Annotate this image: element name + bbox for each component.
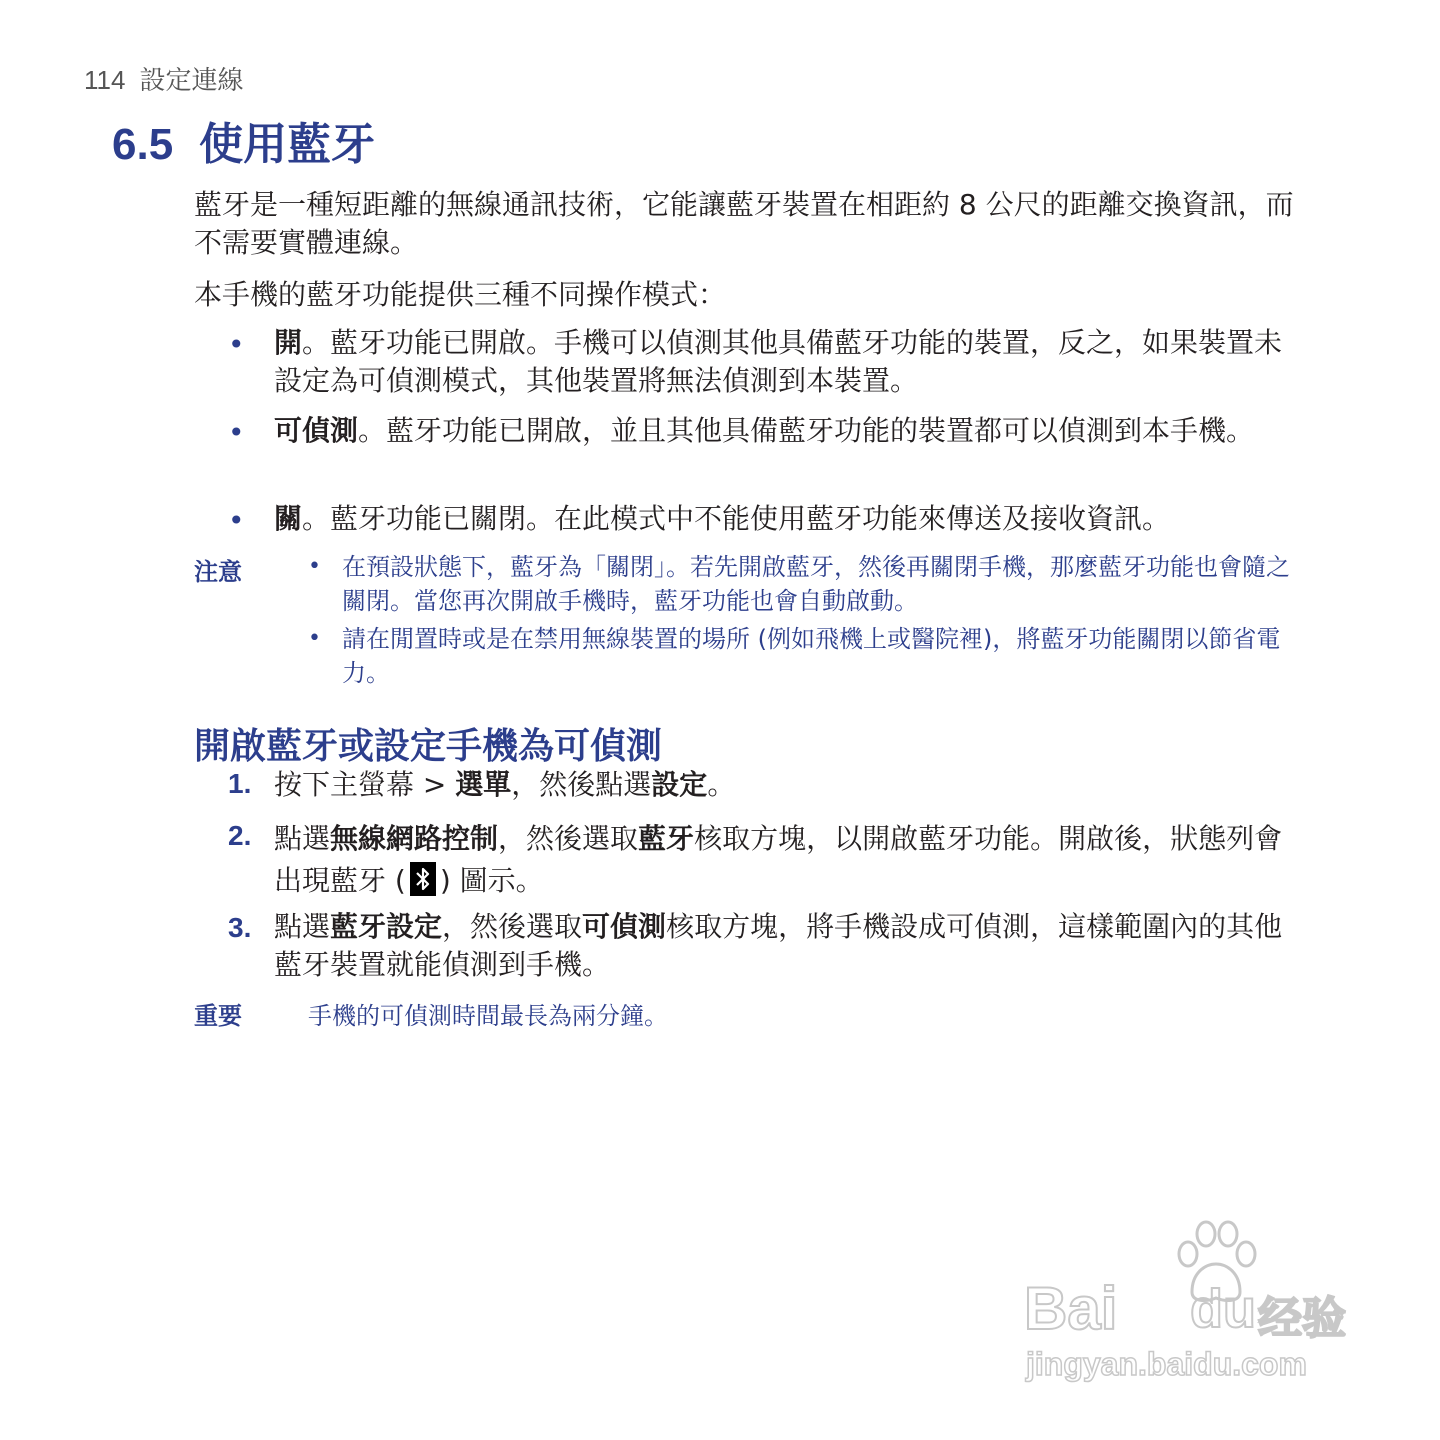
important-label: 重要 bbox=[194, 1002, 242, 1030]
step-number: 3. bbox=[228, 912, 252, 943]
step-text: ，然後選取 bbox=[442, 910, 583, 943]
bullet: • bbox=[228, 504, 245, 537]
step-text: 點選 bbox=[274, 910, 331, 943]
step-text: ) 圖示。 bbox=[439, 864, 544, 897]
section-name: 設定連線 bbox=[139, 66, 244, 96]
wireless-control-term: 無線網路控制 bbox=[330, 822, 499, 855]
menu-term: 選單 bbox=[455, 768, 512, 801]
step-3 bbox=[274, 908, 1306, 984]
mode-term: 關 bbox=[274, 502, 303, 535]
note-bullet: • bbox=[308, 554, 321, 579]
step-text: 核取方塊，將手機設成可偵測，這樣範圍內的其他藍牙裝置就能偵測到手機。 bbox=[274, 910, 1283, 981]
step-1 bbox=[274, 766, 1306, 804]
modes-intro: 本手機的藍牙功能提供三種不同操作模式： bbox=[194, 278, 727, 311]
title-text: 使用藍牙 bbox=[199, 119, 376, 170]
note-item: 在預設狀態下，藍牙為「關閉」。若先開啟藍牙，然後再關閉手機，那麼藍牙功能也會隨之關閉。當您再次開啟手機時，藍牙功能也會自動啟動。 bbox=[342, 553, 1290, 615]
bluetooth-term: 藍牙 bbox=[638, 822, 695, 855]
mode-item bbox=[274, 412, 1306, 450]
watermark-brand-du: du bbox=[1190, 1279, 1256, 1339]
bullet: • bbox=[228, 328, 245, 361]
note-label: 注意 bbox=[194, 558, 242, 586]
bluetooth-settings-term: 藍牙設定 bbox=[330, 910, 443, 943]
watermark-jingyan: 经验 bbox=[1258, 1294, 1346, 1343]
section-number: 6.5 bbox=[112, 120, 174, 169]
bluetooth-icon bbox=[410, 862, 436, 896]
note-item: 請在閒置時或是在禁用無線裝置的場所 (例如飛機上或醫院裡)，將藍牙功能關閉以節省電力。 bbox=[342, 625, 1281, 687]
step-number: 2. bbox=[228, 820, 252, 851]
step-text: ，然後點選 bbox=[511, 768, 652, 801]
step-text: 。 bbox=[707, 768, 736, 801]
note-bullet: • bbox=[308, 626, 321, 651]
step-number: 1. bbox=[228, 768, 252, 799]
page-number: 114 bbox=[84, 65, 126, 95]
page-header bbox=[84, 60, 243, 97]
step-text: ，然後選取 bbox=[498, 822, 639, 855]
watermark-url: jingyan.baidu.com bbox=[1026, 1346, 1307, 1382]
page-title bbox=[112, 108, 375, 172]
step-text: 點選 bbox=[274, 822, 331, 855]
important-text: 手機的可偵測時間最長為兩分鐘。 bbox=[308, 1002, 668, 1030]
discoverable-term: 可偵測 bbox=[582, 910, 667, 943]
settings-term: 設定 bbox=[651, 768, 708, 801]
step-text: 核取方塊，以開啟藍牙功能。開啟後，狀態列會出現藍牙 ( bbox=[274, 822, 1283, 897]
mode-item bbox=[274, 500, 1306, 538]
mode-item bbox=[274, 324, 1306, 400]
mode-desc: 。藍牙功能已開啟。手機可以偵測其他具備藍牙功能的裝置，反之，如果裝置未設定為可偵測模式，其他裝置將無法偵測到本裝置。 bbox=[274, 326, 1283, 397]
mode-term: 可偵測 bbox=[274, 414, 359, 447]
mode-desc: 。藍牙功能已關閉。在此模式中不能使用藍牙功能來傳送及接收資訊。 bbox=[302, 502, 1171, 535]
mode-term: 開 bbox=[274, 326, 303, 359]
watermark-brand: Bai bbox=[1024, 1275, 1118, 1342]
step-2 bbox=[274, 818, 1306, 902]
intro-paragraph: 藍牙是一種短距離的無線通訊技術，它能讓藍牙裝置在相距約 8 公尺的距離交換資訊，而不需要實體連線。 bbox=[194, 188, 1294, 259]
subheading: 開啟藍牙或設定手機為可偵測 bbox=[194, 726, 663, 767]
baidu-watermark bbox=[1020, 1220, 1360, 1390]
bullet: • bbox=[228, 416, 245, 449]
step-text: 按下主螢幕 > bbox=[274, 768, 456, 801]
mode-desc: 。藍牙功能已開啟，並且其他具備藍牙功能的裝置都可以偵測到本手機。 bbox=[358, 414, 1255, 447]
